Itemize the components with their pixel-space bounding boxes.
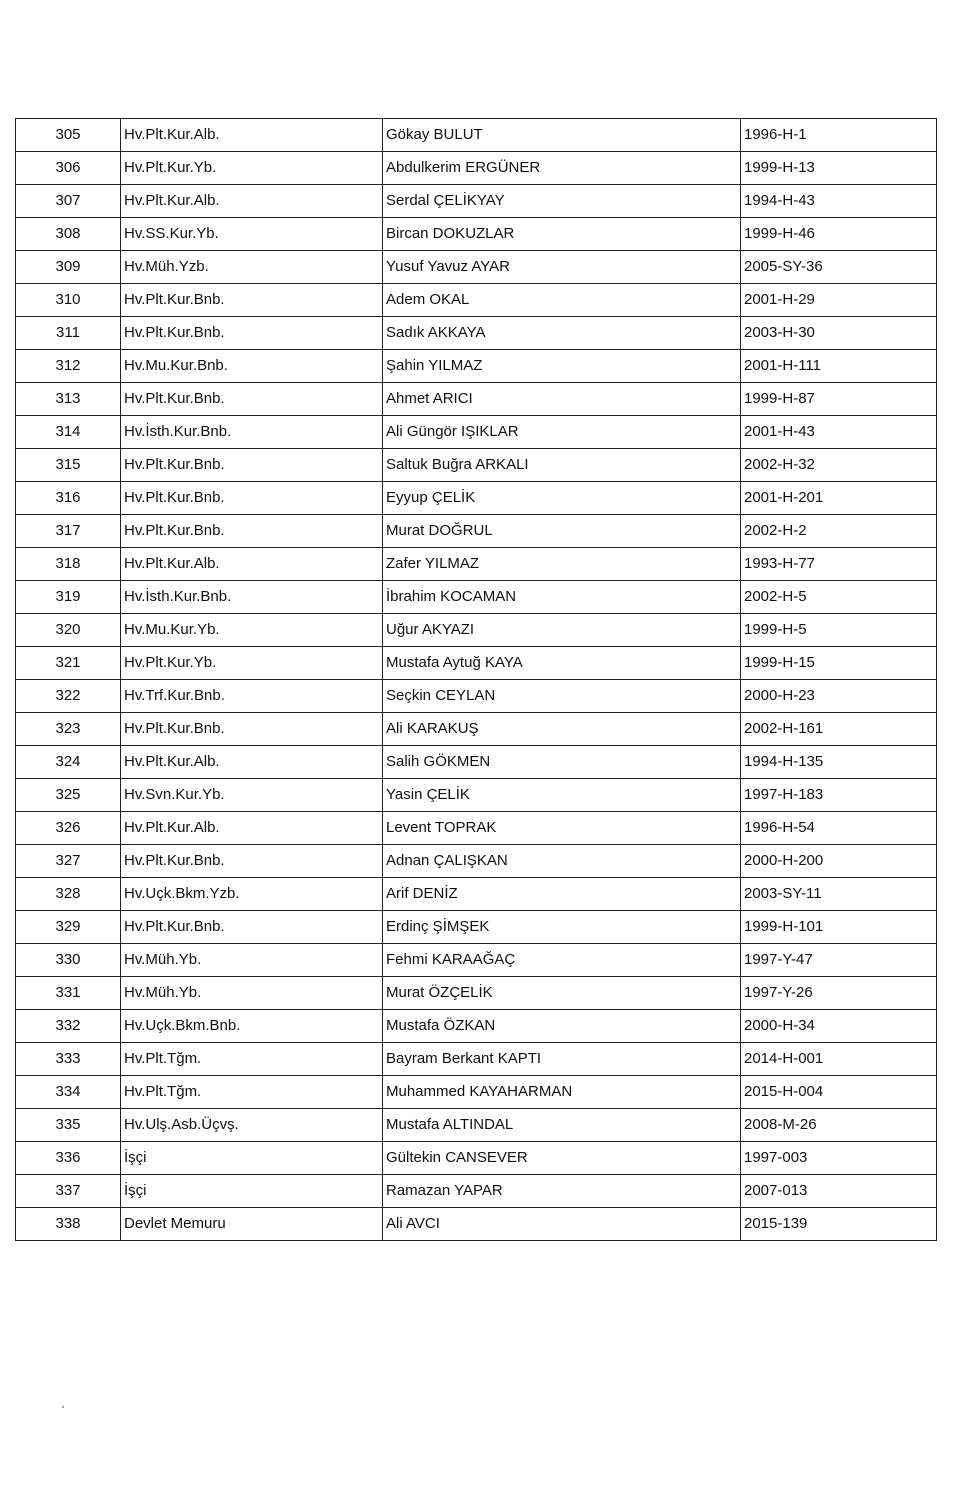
registry-number-cell: 1999-H-87: [741, 383, 937, 416]
name-cell: Murat ÖZÇELİK: [383, 977, 741, 1010]
registry-number-cell: 2001-H-201: [741, 482, 937, 515]
name-cell: Bircan DOKUZLAR: [383, 218, 741, 251]
row-number-cell: 318: [16, 548, 121, 581]
registry-number-cell: 2015-139: [741, 1208, 937, 1241]
rank-cell: Hv.Plt.Tğm.: [121, 1076, 383, 1109]
rank-cell: Hv.Müh.Yb.: [121, 944, 383, 977]
table-row: [16, 911, 937, 944]
rank-cell: Hv.Uçk.Bkm.Bnb.: [121, 1010, 383, 1043]
table-row: [16, 449, 937, 482]
table-row: [16, 482, 937, 515]
name-cell: Salih GÖKMEN: [383, 746, 741, 779]
rank-cell: Hv.Plt.Kur.Alb.: [121, 746, 383, 779]
row-number-cell: 312: [16, 350, 121, 383]
table-row: [16, 1175, 937, 1208]
registry-number-cell: 2007-013: [741, 1175, 937, 1208]
row-number-cell: 319: [16, 581, 121, 614]
table-row: [16, 779, 937, 812]
row-number-cell: 317: [16, 515, 121, 548]
rank-cell: Hv.Plt.Kur.Alb.: [121, 812, 383, 845]
table-row: [16, 1010, 937, 1043]
row-number-cell: 331: [16, 977, 121, 1010]
row-number-cell: 335: [16, 1109, 121, 1142]
table-row: [16, 119, 937, 152]
name-cell: Sadık AKKAYA: [383, 317, 741, 350]
rank-cell: Hv.Plt.Kur.Bnb.: [121, 284, 383, 317]
name-cell: Ramazan YAPAR: [383, 1175, 741, 1208]
table-row: [16, 845, 937, 878]
table-row: [16, 944, 937, 977]
name-cell: Adem OKAL: [383, 284, 741, 317]
registry-number-cell: 1997-Y-26: [741, 977, 937, 1010]
name-cell: Şahin YILMAZ: [383, 350, 741, 383]
registry-number-cell: 1996-H-1: [741, 119, 937, 152]
row-number-cell: 332: [16, 1010, 121, 1043]
rank-cell: Hv.Plt.Kur.Alb.: [121, 548, 383, 581]
row-number-cell: 306: [16, 152, 121, 185]
rank-cell: Hv.Svn.Kur.Yb.: [121, 779, 383, 812]
registry-number-cell: 2001-H-111: [741, 350, 937, 383]
name-cell: Saltuk Buğra ARKALI: [383, 449, 741, 482]
rank-cell: İşçi: [121, 1175, 383, 1208]
name-cell: Adnan ÇALIŞKAN: [383, 845, 741, 878]
rank-cell: İşçi: [121, 1142, 383, 1175]
table-row: [16, 1043, 937, 1076]
row-number-cell: 314: [16, 416, 121, 449]
row-number-cell: 307: [16, 185, 121, 218]
table-row: [16, 614, 937, 647]
name-cell: Muhammed KAYAHARMAN: [383, 1076, 741, 1109]
name-cell: Yusuf Yavuz AYAR: [383, 251, 741, 284]
name-cell: Mustafa ALTINDAL: [383, 1109, 741, 1142]
table-row: [16, 1076, 937, 1109]
row-number-cell: 333: [16, 1043, 121, 1076]
registry-number-cell: 2002-H-32: [741, 449, 937, 482]
rank-cell: Hv.Plt.Kur.Bnb.: [121, 515, 383, 548]
name-cell: Arif DENİZ: [383, 878, 741, 911]
rank-cell: Hv.Plt.Kur.Yb.: [121, 152, 383, 185]
row-number-cell: 338: [16, 1208, 121, 1241]
table-row: [16, 713, 937, 746]
name-cell: Yasin ÇELİK: [383, 779, 741, 812]
row-number-cell: 330: [16, 944, 121, 977]
table-row: [16, 680, 937, 713]
table-row: [16, 218, 937, 251]
name-cell: Levent TOPRAK: [383, 812, 741, 845]
row-number-cell: 316: [16, 482, 121, 515]
rank-cell: Hv.Plt.Kur.Bnb.: [121, 911, 383, 944]
registry-number-cell: 2001-H-43: [741, 416, 937, 449]
personnel-table: [15, 118, 937, 1241]
table-row: [16, 416, 937, 449]
table-row: [16, 1208, 937, 1241]
table-row: [16, 383, 937, 416]
row-number-cell: 310: [16, 284, 121, 317]
registry-number-cell: 1994-H-43: [741, 185, 937, 218]
registry-number-cell: 2000-H-23: [741, 680, 937, 713]
row-number-cell: 329: [16, 911, 121, 944]
registry-number-cell: 1997-003: [741, 1142, 937, 1175]
row-number-cell: 323: [16, 713, 121, 746]
rank-cell: Hv.Ulş.Asb.Üçvş.: [121, 1109, 383, 1142]
registry-number-cell: 1999-H-15: [741, 647, 937, 680]
registry-number-cell: 1999-H-5: [741, 614, 937, 647]
table-row: [16, 1142, 937, 1175]
table-row: [16, 185, 937, 218]
name-cell: Abdulkerim ERGÜNER: [383, 152, 741, 185]
row-number-cell: 337: [16, 1175, 121, 1208]
row-number-cell: 322: [16, 680, 121, 713]
row-number-cell: 313: [16, 383, 121, 416]
scan-speck: [62, 1406, 64, 1408]
rank-cell: Hv.Plt.Kur.Bnb.: [121, 713, 383, 746]
rank-cell: Hv.Plt.Tğm.: [121, 1043, 383, 1076]
rank-cell: Hv.İsth.Kur.Bnb.: [121, 416, 383, 449]
rank-cell: Hv.Plt.Kur.Bnb.: [121, 449, 383, 482]
rank-cell: Hv.Uçk.Bkm.Yzb.: [121, 878, 383, 911]
rank-cell: Hv.Müh.Yb.: [121, 977, 383, 1010]
name-cell: Murat DOĞRUL: [383, 515, 741, 548]
name-cell: Gültekin CANSEVER: [383, 1142, 741, 1175]
rank-cell: Hv.Plt.Kur.Bnb.: [121, 383, 383, 416]
row-number-cell: 305: [16, 119, 121, 152]
table-row: [16, 251, 937, 284]
rank-cell: Hv.Plt.Kur.Alb.: [121, 119, 383, 152]
registry-number-cell: 1994-H-135: [741, 746, 937, 779]
name-cell: Seçkin CEYLAN: [383, 680, 741, 713]
row-number-cell: 321: [16, 647, 121, 680]
registry-number-cell: 2014-H-001: [741, 1043, 937, 1076]
name-cell: Gökay BULUT: [383, 119, 741, 152]
rank-cell: Hv.SS.Kur.Yb.: [121, 218, 383, 251]
registry-number-cell: 2000-H-34: [741, 1010, 937, 1043]
table-row: [16, 317, 937, 350]
table-row: [16, 977, 937, 1010]
registry-number-cell: 1999-H-101: [741, 911, 937, 944]
registry-number-cell: 2003-H-30: [741, 317, 937, 350]
name-cell: Uğur AKYAZI: [383, 614, 741, 647]
rank-cell: Hv.Plt.Kur.Bnb.: [121, 317, 383, 350]
name-cell: İbrahim KOCAMAN: [383, 581, 741, 614]
name-cell: Ali Güngör IŞIKLAR: [383, 416, 741, 449]
rank-cell: Hv.Mu.Kur.Yb.: [121, 614, 383, 647]
registry-number-cell: 2008-M-26: [741, 1109, 937, 1142]
row-number-cell: 311: [16, 317, 121, 350]
registry-number-cell: 1996-H-54: [741, 812, 937, 845]
registry-number-cell: 2002-H-2: [741, 515, 937, 548]
rank-cell: Hv.Plt.Kur.Bnb.: [121, 482, 383, 515]
rank-cell: Devlet Memuru: [121, 1208, 383, 1241]
personnel-table-body: [16, 119, 937, 1241]
table-row: [16, 515, 937, 548]
row-number-cell: 328: [16, 878, 121, 911]
row-number-cell: 315: [16, 449, 121, 482]
table-row: [16, 647, 937, 680]
row-number-cell: 320: [16, 614, 121, 647]
rank-cell: Hv.Plt.Kur.Alb.: [121, 185, 383, 218]
table-row: [16, 812, 937, 845]
name-cell: Ali AVCI: [383, 1208, 741, 1241]
name-cell: Ahmet ARICI: [383, 383, 741, 416]
registry-number-cell: 2000-H-200: [741, 845, 937, 878]
registry-number-cell: 2005-SY-36: [741, 251, 937, 284]
table-row: [16, 152, 937, 185]
row-number-cell: 336: [16, 1142, 121, 1175]
name-cell: Mustafa ÖZKAN: [383, 1010, 741, 1043]
row-number-cell: 326: [16, 812, 121, 845]
registry-number-cell: 1997-H-183: [741, 779, 937, 812]
registry-number-cell: 2015-H-004: [741, 1076, 937, 1109]
row-number-cell: 309: [16, 251, 121, 284]
registry-number-cell: 2001-H-29: [741, 284, 937, 317]
registry-number-cell: 2002-H-5: [741, 581, 937, 614]
row-number-cell: 334: [16, 1076, 121, 1109]
row-number-cell: 308: [16, 218, 121, 251]
name-cell: Eyyup ÇELİK: [383, 482, 741, 515]
rank-cell: Hv.Trf.Kur.Bnb.: [121, 680, 383, 713]
name-cell: Ali KARAKUŞ: [383, 713, 741, 746]
name-cell: Bayram Berkant KAPTI: [383, 1043, 741, 1076]
table-row: [16, 581, 937, 614]
registry-number-cell: 2002-H-161: [741, 713, 937, 746]
registry-number-cell: 1999-H-46: [741, 218, 937, 251]
table-row: [16, 1109, 937, 1142]
name-cell: Fehmi KARAAĞAÇ: [383, 944, 741, 977]
registry-number-cell: 1993-H-77: [741, 548, 937, 581]
registry-number-cell: 1997-Y-47: [741, 944, 937, 977]
registry-number-cell: 2003-SY-11: [741, 878, 937, 911]
table-row: [16, 548, 937, 581]
rank-cell: Hv.Müh.Yzb.: [121, 251, 383, 284]
table-row: [16, 350, 937, 383]
registry-number-cell: 1999-H-13: [741, 152, 937, 185]
table-row: [16, 878, 937, 911]
rank-cell: Hv.Plt.Kur.Yb.: [121, 647, 383, 680]
rank-cell: Hv.Mu.Kur.Bnb.: [121, 350, 383, 383]
name-cell: Serdal ÇELİKYAY: [383, 185, 741, 218]
name-cell: Zafer YILMAZ: [383, 548, 741, 581]
rank-cell: Hv.Plt.Kur.Bnb.: [121, 845, 383, 878]
name-cell: Mustafa Aytuğ KAYA: [383, 647, 741, 680]
table-row: [16, 746, 937, 779]
row-number-cell: 325: [16, 779, 121, 812]
row-number-cell: 324: [16, 746, 121, 779]
rank-cell: Hv.İsth.Kur.Bnb.: [121, 581, 383, 614]
name-cell: Erdinç ŞİMŞEK: [383, 911, 741, 944]
row-number-cell: 327: [16, 845, 121, 878]
table-row: [16, 284, 937, 317]
